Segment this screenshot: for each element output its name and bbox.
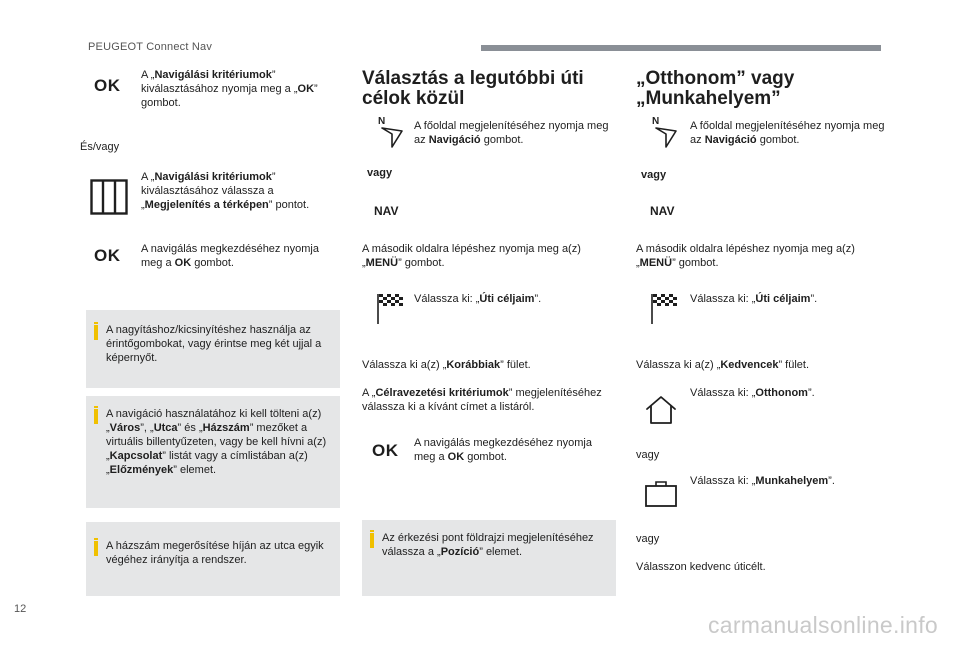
step-menu-button: A második oldalra lépéshez nyomja meg a(z) „MENÜ” gombot. [362,243,581,269]
ok-icon: OK [94,76,121,95]
step-start-navigation: A navigálás megkezdéséhez nyomja meg a OK gombot. [141,243,319,269]
home-icon [644,394,678,430]
step-select-favourites-tab: Válassza ki a(z) „Kedvencek” fület. [636,359,810,371]
es-vagy-text: És/vagy [80,141,120,153]
ok-icon: OK [372,441,399,460]
step-nav-button: A főoldal megjelenítéséhez nyomja meg az Navigáció gombot. [690,120,885,146]
step-navigation-criteria-ok: A „Navigálási kritériumok” kiválasztásához nyomja meg a „OK” gombot. [141,69,318,109]
navigation-arrow-icon [376,114,406,152]
step-select-home: Válassza ki: „Otthonom”. [690,387,815,399]
header-title: PEUGEOT Connect Nav [88,41,213,53]
step-select-work: Válassza ki: „Munkahelyem”. [690,475,835,487]
step-select-my-destinations: Válassza ki: „Úti céljaim”. [690,293,818,305]
section-title-home-work: „Otthonom” vagy „Munkahelyem” [636,68,795,109]
nav-button-icon: NAV [374,204,399,218]
checkered-flag-icon [376,292,406,330]
navigation-arrow-icon [650,114,680,152]
step-show-on-map: A „Navigálási kritériumok” kiválasztásához válassza a „Megjelenítés a térképen” pontot. [141,171,310,211]
step-start-navigation: A navigálás megkezdéséhez nyomja meg a OK gombot. [414,437,592,463]
info-box-position: Az érkezési pont földrajzi megjelenítéséhez válassza a „Pozíció” elemet. [362,520,616,596]
header-bar [481,45,881,51]
step-select-favourite: Válasszon kedvenc úticélt. [636,561,766,573]
vagy-text: vagy [367,167,393,179]
step-menu-button: A második oldalra lépéshez nyomja meg a(z) „MENÜ” gombot. [636,243,855,269]
step-guidance-criteria: A „Célravezetési kritériumok” megjelenítéséhez válassza ki a kívánt címet a listáról. [362,387,602,413]
checkered-flag-icon [650,292,680,330]
info-box-house-number: A házszám megerősítése híján az utca egyik végéhez irányítja a rendszer. [86,522,340,596]
svg-text:N: N [378,116,386,127]
vagy-text: vagy [636,533,660,545]
vagy-text: vagy [636,449,660,461]
vagy-text: vagy [641,169,667,181]
step-select-my-destinations: Válassza ki: „Úti céljaim”. [414,293,542,305]
info-box-navigation-fields: A navigáció használatához ki kell tölteni a(z) „Város”, „Utca” és „Házszám” mezőket a virtuális billentyűzeten, vagy be kell hívni a(z) „Kapcsolat” listát vagy a címlistában a(z) „Előzmények” elemet. [86,396,340,508]
info-box-zoom: A nagyításhoz/kicsinyítéshez használja az érintőgombokat, vagy érintse meg két ujjal a képernyőt. [86,310,340,388]
ok-icon: OK [94,246,121,265]
step-select-recent-tab: Válassza ki a(z) „Korábbiak” fület. [362,359,531,371]
watermark: carmanualsonline.info [707,612,938,638]
nav-button-icon: NAV [650,204,675,218]
page-number: 12 [14,603,27,615]
svg-text:N: N [652,116,660,127]
step-nav-button: A főoldal megjelenítéséhez nyomja meg az Navigáció gombot. [414,120,609,146]
section-title-recent: Választás a legutóbbi úti célok közül [362,68,584,109]
briefcase-icon [644,480,678,512]
map-book-icon [90,179,128,219]
